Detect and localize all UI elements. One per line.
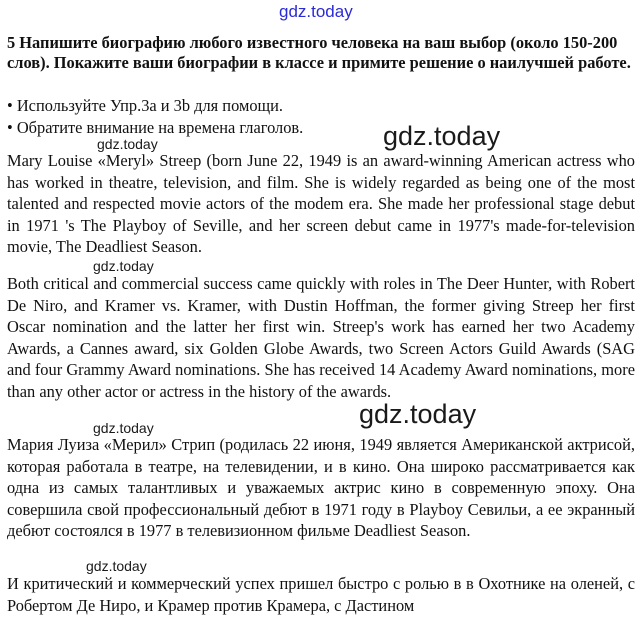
biography-paragraph-ru-1: Мария Луиза «Мерил» Стрип (родилась 22 июня, 1949 является Американской актрисой, которая работала в театре, на телевидении, и в кино. Она широко рассматривается как одна из самых талантливых и уважаемых актрис кино в современную эпоху. Она совершила свой профессиональный дебют в 1971 году в Playboy Севильи, а ее экранный дебют состоялся в 1977 в телевизионном фильме Deadliest Season. bbox=[7, 435, 635, 541]
task-heading: 5 Напишите биографию любого известного человека на ваш выбор (около 150-200 слов). Покажите ваши биографии в классе и примите решение о наилучшей работе. bbox=[7, 33, 631, 72]
biography-paragraph-ru-2: И критический и коммерческий успех пришел быстро с ролью в в Охотнике на оленей, с Робертом Де Ниро, и Крамер против Крамера, с Дастином bbox=[7, 574, 635, 615]
watermark: gdz.today bbox=[86, 558, 147, 574]
instruction-item: • Используйте Упр.3а и 3b для помощи. bbox=[7, 95, 303, 117]
watermark-top: gdz.today bbox=[279, 2, 353, 21]
watermark: gdz.today bbox=[359, 399, 477, 429]
watermark: gdz.today bbox=[93, 420, 154, 436]
biography-paragraph-en-2: Both critical and commercial success came quickly with roles in The Deer Hunter, with Robert De Niro, and Kramer vs. Kramer, with Dustin Hoffman, the former giving Streep her first Oscar nomination and the latter her first win. Streep's work has earned her two Academy Awards, a Cannes award, six Golden Globe Awards, two Screen Actors Guild Awards (SAG and four Grammy Award nominations. She has received 14 Academy Award nominations, more than any other actor or actress in the history of the awards. bbox=[7, 274, 635, 401]
watermark: gdz.today bbox=[383, 121, 501, 151]
watermark: gdz.today bbox=[97, 136, 158, 152]
instructions-list bbox=[7, 95, 303, 139]
biography-paragraph-en-1: Mary Louise «Meryl» Streep (born June 22, 1949 is an award-winning American actress who has worked in theatre, television, and film. She is widely regarded as being one of the most talented and respected movie actors of the modem era. She made her professional stage debut in 1971 's The Playboy of Seville, and her screen debut came in 1977's made-for-television movie, The Deadliest Season. bbox=[7, 151, 635, 257]
watermark: gdz.today bbox=[93, 258, 154, 274]
instruction-item: • Обратите внимание на времена глаголов. bbox=[7, 117, 303, 139]
